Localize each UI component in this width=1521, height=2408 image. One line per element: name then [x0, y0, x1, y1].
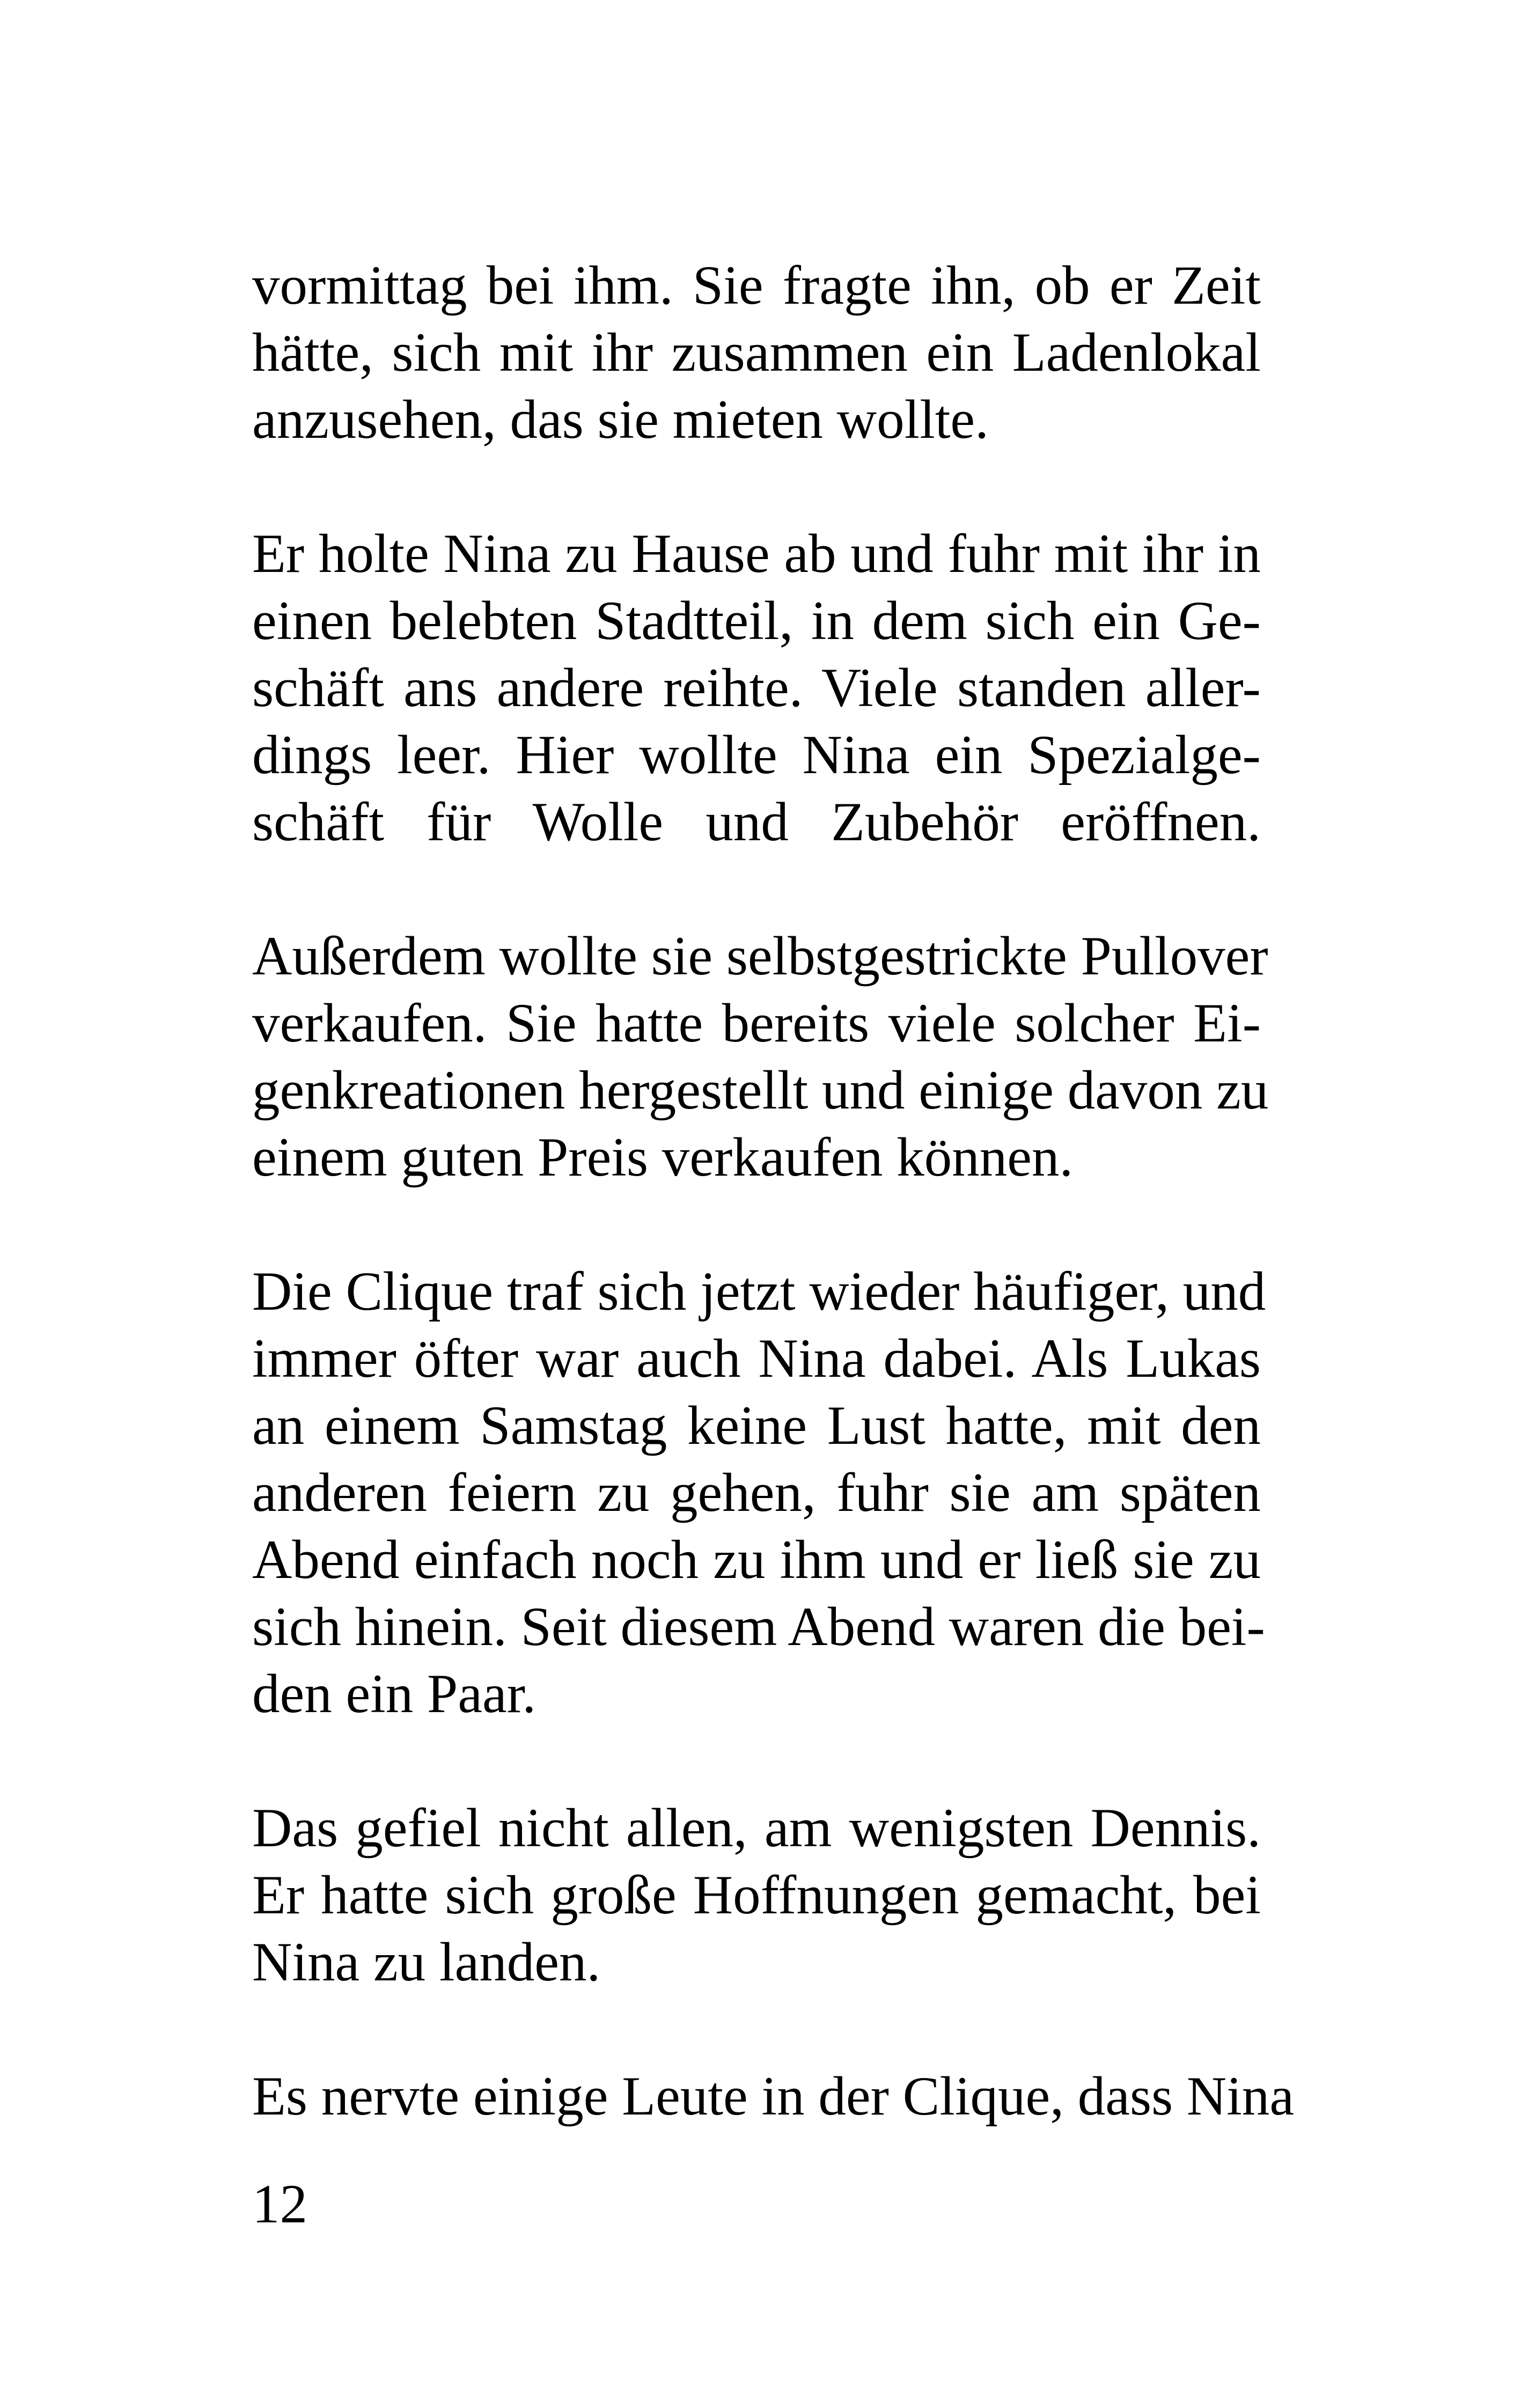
text-line: schäft für Wolle und Zubehör eröffnen.	[252, 791, 1261, 853]
body-text	[252, 252, 1295, 2197]
paragraph-4	[252, 1258, 1266, 1728]
text-line: hätte, sich mit ihr zusammen ein Ladenlokal	[252, 322, 1261, 383]
text-line: Er hatte sich große Hoffnungen gemacht, bei	[252, 1864, 1261, 1926]
text-line: Nina zu landen.	[252, 1932, 601, 1993]
text-line: Er holte Nina zu Hause ab und fuhr mit ihr in	[252, 523, 1261, 584]
text-line: schäft ans andere reihte. Viele standen aller-	[252, 657, 1261, 718]
text-line: den ein Paar.	[252, 1663, 537, 1724]
text-line: Das gefiel nicht allen, am wenigsten Dennis.	[252, 1797, 1261, 1859]
text-line: einen belebten Stadtteil, in dem sich ein Ge-	[252, 590, 1261, 651]
paragraph-3	[252, 923, 1269, 1191]
text-line: vormittag bei ihm. Sie fragte ihn, ob er Zeit	[252, 255, 1261, 316]
text-line: immer öfter war auch Nina dabei. Als Lukas	[252, 1328, 1261, 1389]
text-line: verkaufen. Sie hatte bereits viele solcher Ei-	[252, 993, 1261, 1054]
paragraph-5	[252, 1795, 1261, 1996]
paragraph-1	[252, 252, 1261, 453]
text-line: Es nervte einige Leute in der Clique, dass Nina	[252, 2066, 1295, 2127]
page-number: 12	[252, 2174, 307, 2235]
text-line: genkreationen hergestellt und einige davon zu	[252, 1060, 1269, 1121]
text-line: anderen feiern zu gehen, fuhr sie am späten	[252, 1462, 1261, 1523]
paragraph-2	[252, 520, 1261, 856]
text-line: Abend einfach noch zu ihm und er ließ sie zu	[252, 1529, 1261, 1590]
paragraph-6	[252, 2063, 1295, 2130]
text-line: an einem Samstag keine Lust hatte, mit den	[252, 1395, 1261, 1456]
text-line: dings leer. Hier wollte Nina ein Spezialge-	[252, 724, 1261, 785]
text-line: sich hinein. Seit diesem Abend waren die bei-	[252, 1596, 1265, 1657]
text-line: anzusehen, das sie mieten wollte.	[252, 389, 989, 450]
text-line: Die Clique traf sich jetzt wieder häufiger, und	[252, 1261, 1266, 1322]
text-line: einem guten Preis verkaufen können.	[252, 1127, 1074, 1188]
text-line: Außerdem wollte sie selbstgestrickte Pullover	[252, 926, 1268, 987]
